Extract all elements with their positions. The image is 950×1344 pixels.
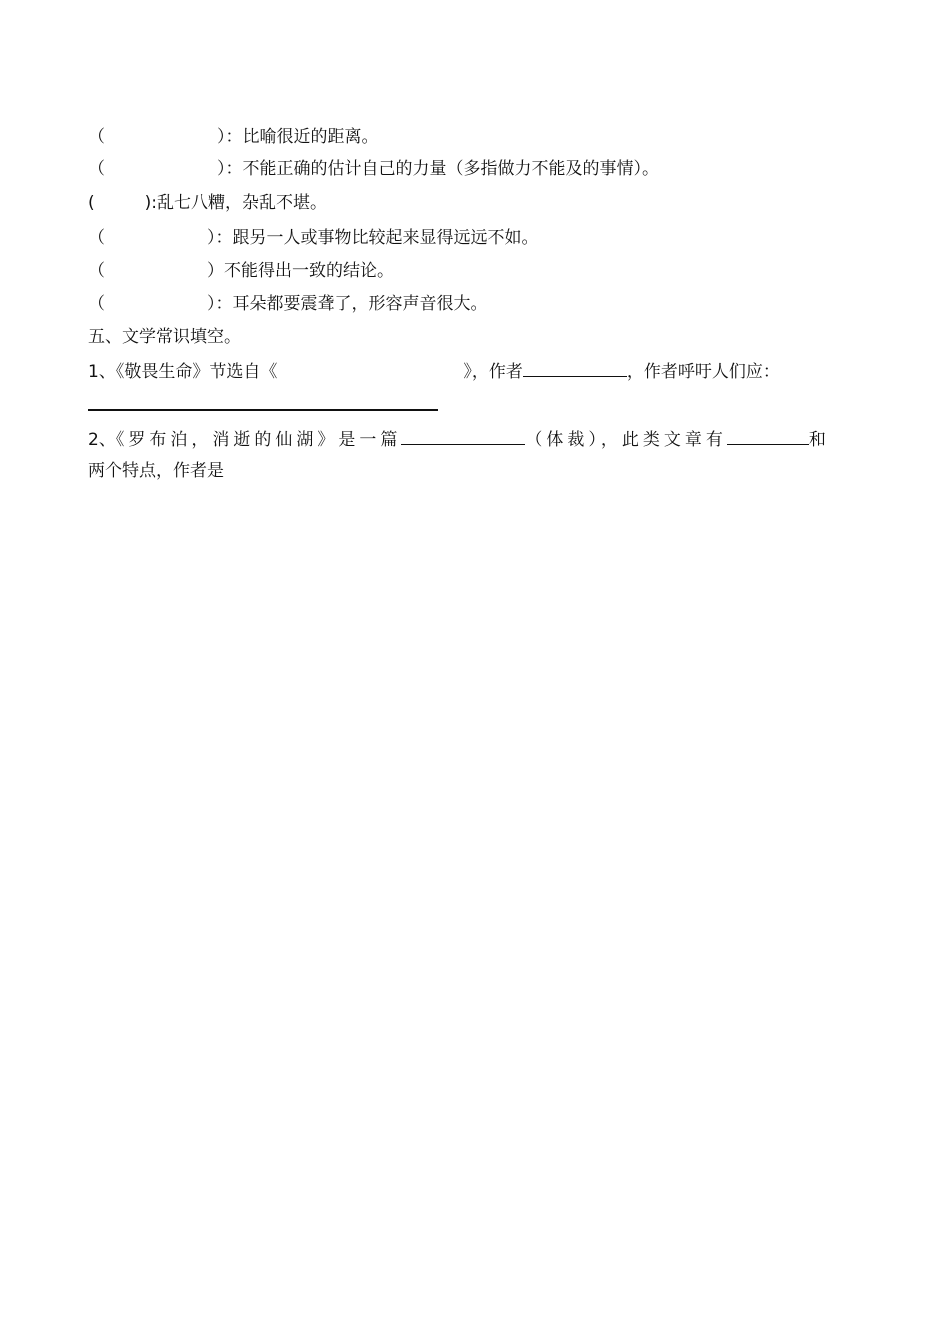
idiom-definition: 不能正确的估计自己的力量（多指做力不能及的事情）。	[242, 159, 659, 179]
separator: ：	[225, 127, 243, 147]
feature-blank[interactable]	[727, 427, 809, 445]
open-paren: （	[88, 228, 105, 248]
question-text: ，作者呼吁人们应：	[626, 362, 780, 382]
question-1	[88, 359, 780, 381]
idiom-definition: 乱七八糟，杂乱不堪。	[157, 193, 328, 213]
idiom-definition: 不能得出一致的结论。	[224, 261, 394, 281]
question-text: （体裁），此类文章有	[525, 430, 727, 450]
idiom-item-2	[88, 158, 659, 180]
separator: ：	[225, 159, 243, 179]
genre-blank[interactable]	[401, 427, 525, 445]
author-blank[interactable]	[523, 359, 627, 377]
idiom-item-5	[88, 260, 394, 282]
question-text: 和	[808, 430, 826, 450]
open-paren: （	[88, 127, 105, 147]
open-paren: （	[88, 159, 105, 179]
idiom-item-6	[88, 293, 488, 315]
idiom-definition: 比喻很近的距离。	[242, 127, 379, 147]
question-text: 《罗布泊，消逝的仙湖》是一篇	[115, 430, 402, 450]
close-paren: ）	[207, 294, 216, 314]
close-paren: )	[144, 193, 152, 213]
question-2	[88, 427, 826, 449]
open-paren: （	[88, 261, 105, 281]
open-paren: (	[88, 193, 95, 213]
separator: :	[151, 193, 158, 213]
question-number: 1、	[88, 362, 116, 382]
idiom-definition: 耳朵都要震聋了，形容声音很大。	[232, 294, 488, 314]
question-text: 》，作者	[463, 362, 523, 382]
question-2-continued: 两个特点，作者是	[88, 461, 224, 481]
idiom-item-3	[88, 192, 327, 214]
open-paren: （	[88, 294, 105, 314]
idiom-item-1	[88, 126, 379, 148]
separator: ：	[215, 294, 233, 314]
separator: ：	[215, 228, 233, 248]
close-paren: ）	[217, 159, 226, 179]
close-paren: ）	[207, 228, 216, 248]
section-heading: 五、文学常识填空。	[88, 327, 241, 347]
close-paren: ）	[207, 261, 224, 281]
question-number: 2、	[88, 430, 116, 450]
idiom-item-4	[88, 227, 539, 249]
close-paren: ）	[217, 127, 226, 147]
question-text: 《敬畏生命》节选自《	[115, 362, 278, 382]
idiom-definition: 跟另一人或事物比较起来显得远远不如。	[232, 228, 539, 248]
answer-line[interactable]	[88, 409, 438, 411]
